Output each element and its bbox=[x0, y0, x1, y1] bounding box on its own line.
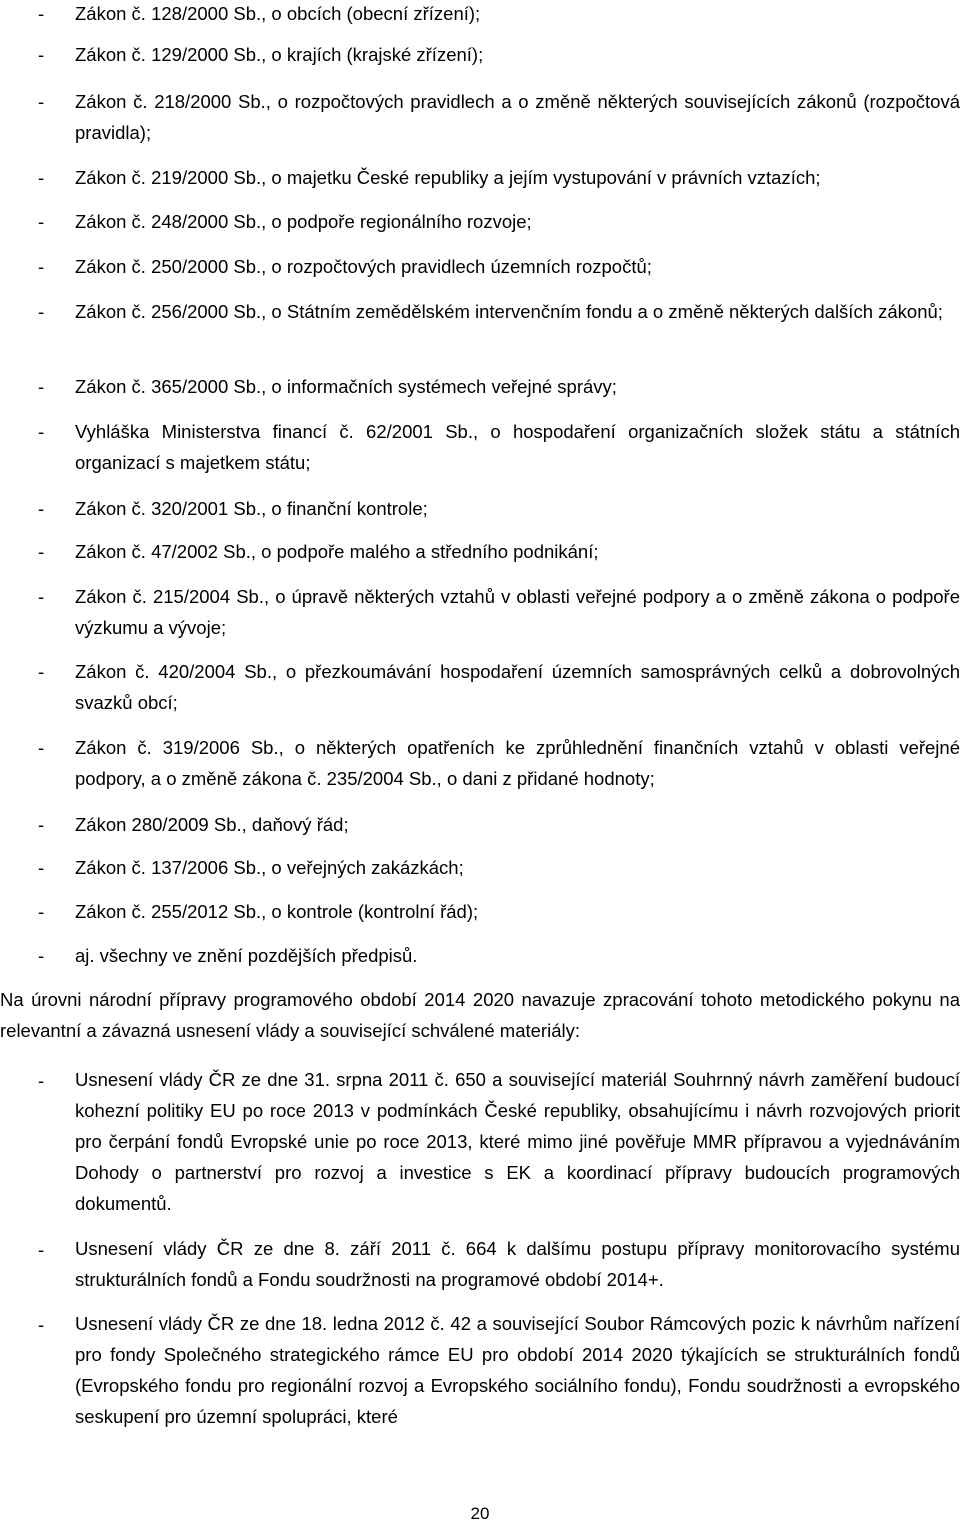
bullet-dash: - bbox=[38, 737, 45, 758]
bullet-dash: - bbox=[38, 814, 45, 835]
bullet-dash: - bbox=[38, 167, 45, 188]
page-number: 20 bbox=[470, 1504, 490, 1523]
list-item-text: Zákon 280/2009 Sb., daňový řád; bbox=[75, 814, 349, 835]
list-item-text: Zákon č. 47/2002 Sb., o podpoře malého a středního podnikání; bbox=[75, 541, 599, 562]
bullet-dash: - bbox=[38, 661, 45, 682]
list-item-text: Zákon č. 250/2000 Sb., o rozpočtových pravidlech územních rozpočtů; bbox=[75, 256, 652, 277]
list-item-text: Zákon č. 420/2004 Sb., o přezkoumávání hospodaření územních samosprávných celků a dobrovolných svazků obcí; bbox=[75, 661, 960, 713]
bullet-dash: - bbox=[38, 301, 45, 322]
bullet-dash: - bbox=[38, 3, 45, 24]
list-item-text: Zákon č. 320/2001 Sb., o finanční kontrole; bbox=[75, 498, 428, 519]
bullet-dash: - bbox=[38, 586, 45, 607]
list-item-text: Zákon č. 256/2000 Sb., o Státním zemědělském intervenčním fondu a o změně některých dalších zákonů; bbox=[75, 301, 943, 322]
bullet-dash: - bbox=[38, 376, 45, 397]
bullet-dash: - bbox=[38, 498, 45, 519]
list-item-text: Zákon č. 137/2006 Sb., o veřejných zakázkách; bbox=[75, 857, 464, 878]
list-item-text: Zákon č. 218/2000 Sb., o rozpočtových pravidlech a o změně některých souvisejících zákonů (rozpočtová pravidla); bbox=[75, 91, 960, 143]
bullet-dash: - bbox=[38, 945, 45, 966]
list-item-text: Zákon č. 248/2000 Sb., o podpoře regionálního rozvoje; bbox=[75, 211, 532, 232]
list-item-text: Zákon č. 365/2000 Sb., o informačních systémech veřejné správy; bbox=[75, 376, 617, 397]
list-item-text: Zákon č. 215/2004 Sb., o úpravě některých vztahů v oblasti veřejné podpory a o změně zákona o podpoře výzkumu a vývoje; bbox=[75, 586, 960, 638]
bullet-dash: - bbox=[38, 901, 45, 922]
bullet-dash: - bbox=[38, 1070, 45, 1091]
list-item-text: Zákon č. 255/2012 Sb., o kontrole (kontrolní řád); bbox=[75, 901, 479, 922]
list-item-text: Zákon č. 319/2006 Sb., o některých opatřeních ke zprůhlednění finančních vztahů v oblasti veřejné podpory, a o změně zákona č. 235/2004 Sb., o dani z přidané hodnoty; bbox=[75, 737, 960, 789]
body-paragraph: Na úrovni národní přípravy programového období 2014 2020 navazuje zpracování tohoto metodického pokynu na relevantní a závazná usnesení vlády a související schválené materiály: bbox=[0, 989, 960, 1041]
bullet-dash: - bbox=[38, 211, 45, 232]
bullet-dash: - bbox=[38, 1239, 45, 1260]
list-item-text: Zákon č. 129/2000 Sb., o krajích (krajské zřízení); bbox=[75, 44, 484, 65]
list-item-text: Vyhláška Ministerstva financí č. 62/2001 Sb., o hospodaření organizačních složek státu a státních organizací s majetkem státu; bbox=[75, 421, 960, 473]
bullet-dash: - bbox=[38, 421, 45, 442]
bullet-dash: - bbox=[38, 256, 45, 277]
bullet-dash: - bbox=[38, 857, 45, 878]
list-item-text: Usnesení vlády ČR ze dne 31. srpna 2011 č. 650 a související materiál Souhrnný návrh zaměření budoucí kohezní politiky EU po roce 2013 v podmínkách České republiky, obsahujícímu i návrh rozvojových priorit pro čerpání fondů Evropské unie po roce 2013, které mimo jiné pověřuje MMR přípravou a vyjednáváním Dohody o partnerství pro rozvoj a investice s EK a koordinací přípravy budoucích programových dokumentů. bbox=[75, 1069, 960, 1214]
list-item-text: Zákon č. 219/2000 Sb., o majetku České republiky a jejím vystupování v právních vztazích; bbox=[75, 167, 821, 188]
list-item-text: aj. všechny ve znění pozdějších předpisů. bbox=[75, 945, 418, 966]
list-item-text: Zákon č. 128/2000 Sb., o obcích (obecní zřízení); bbox=[75, 3, 481, 24]
bullet-dash: - bbox=[38, 1314, 45, 1335]
list-item-text: Usnesení vlády ČR ze dne 8. září 2011 č. 664 k dalšímu postupu přípravy monitorovacího systému strukturálních fondů a Fondu soudržnosti na programové období 2014+. bbox=[75, 1238, 960, 1290]
list-item-text: Usnesení vlády ČR ze dne 18. ledna 2012 č. 42 a související Soubor Rámcových pozic k návrhům nařízení pro fondy Společného strategického rámce EU pro období 2014 2020 týkajících se strukturálních fondů (Evropského fondu pro regionální rozvoj a Evropského sociálního fondu), Fondu soudržnosti a evropského seskupení pro územní spolupráci, které bbox=[75, 1313, 960, 1427]
bullet-dash: - bbox=[38, 541, 45, 562]
bullet-dash: - bbox=[38, 91, 45, 112]
bullet-dash: - bbox=[38, 44, 45, 65]
